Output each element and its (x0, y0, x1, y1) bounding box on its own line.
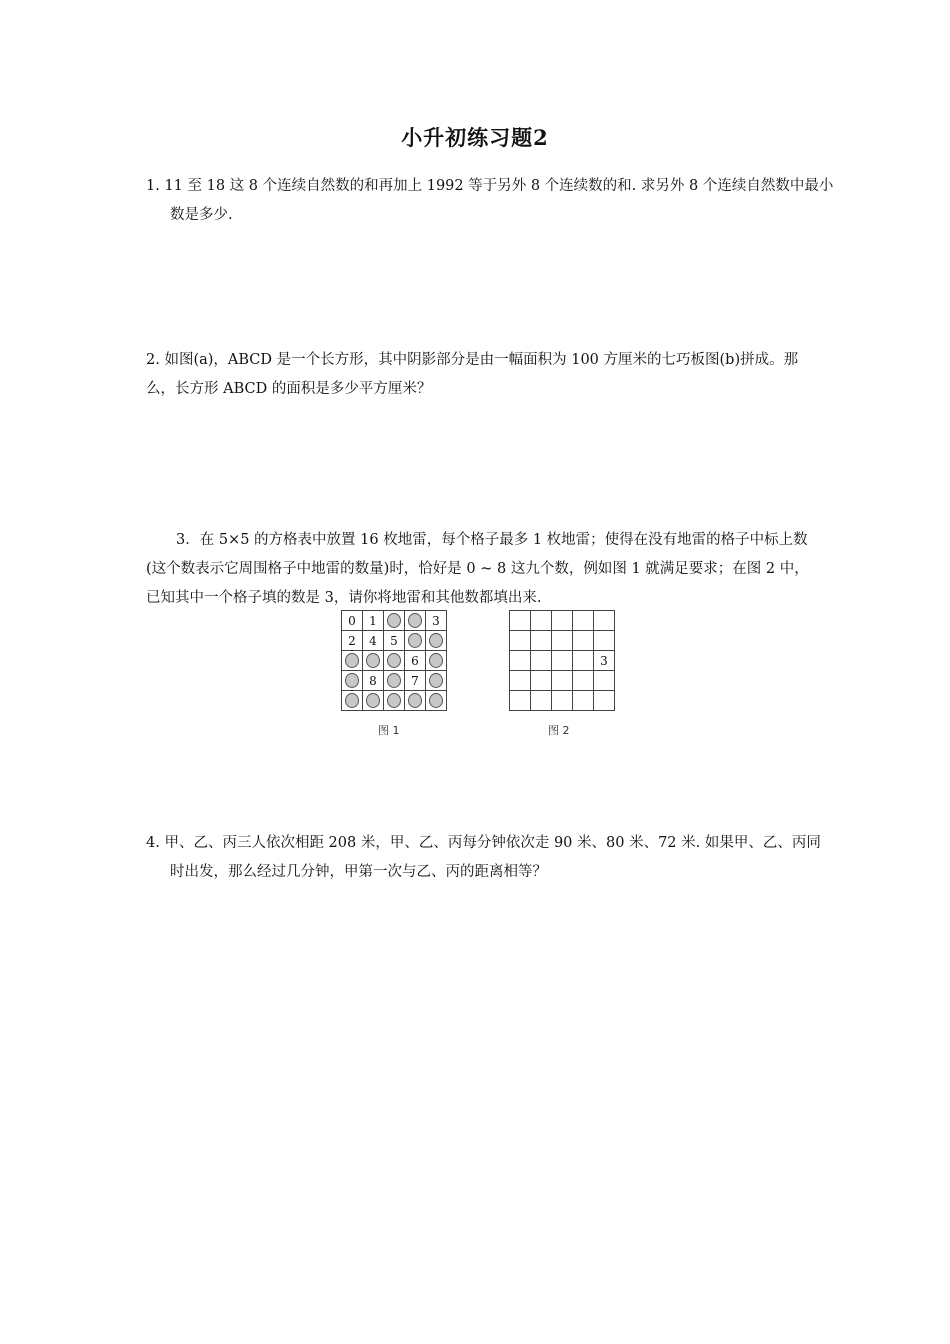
figure-2-cell (531, 691, 552, 711)
figure-2-cell (573, 631, 594, 651)
figure-2-cell (531, 631, 552, 651)
figure-2-cell (594, 691, 615, 711)
figure-1-cell: 7 (405, 671, 426, 691)
mine-icon (429, 673, 443, 688)
figure-1-mine-cell (342, 671, 363, 691)
figure-2-cell (552, 611, 573, 631)
figure-2-cell (594, 671, 615, 691)
figure-2-grid (509, 610, 615, 711)
figure-2-row (510, 671, 615, 691)
figure-1-mine-cell (426, 691, 447, 711)
figure-2-cell (510, 671, 531, 691)
figure-2-cell (552, 671, 573, 691)
figure-2-row (510, 651, 615, 671)
figure-2-cell (573, 671, 594, 691)
mine-icon (387, 673, 401, 688)
figure-2-cell (594, 611, 615, 631)
figure-1-grid (341, 610, 447, 711)
figure-1-row (342, 611, 447, 631)
figure-1-mine-cell (342, 691, 363, 711)
figure-1-mine-cell (426, 631, 447, 651)
figure-1-mine-cell (363, 691, 384, 711)
figure-1-cell: 1 (363, 611, 384, 631)
mine-icon (366, 693, 380, 708)
figure-2-cell (552, 691, 573, 711)
figure-1-cell: 8 (363, 671, 384, 691)
figure-1-row (342, 631, 447, 651)
figure-1-mine-cell (384, 671, 405, 691)
figure-1-row (342, 671, 447, 691)
figure-2-caption: 图 2 (548, 724, 570, 737)
mine-icon (345, 673, 359, 688)
figure-1-cell: 0 (342, 611, 363, 631)
figure-2-cell (573, 651, 594, 671)
figure-2-row (510, 631, 615, 651)
figure-2-cell (510, 651, 531, 671)
question-3: 3．在 5×5 的方格表中放置 16 枚地雷，每个格子最多 1 枚地雷；使得在没有地雷的格子中标上数(这个数表示它周围格子中地雷的数量)时，恰好是 0 ~ 8 这九个数，例如图 1 就满足要求；在图 2 中，已知其中一个格子填的数是 3，请你将地雷和其他数都填出来. (146, 532, 809, 606)
figure-2-cell (573, 611, 594, 631)
figure-2-cell (594, 631, 615, 651)
figure-2-cell (531, 611, 552, 631)
mine-icon (387, 653, 401, 668)
figure-1-mine-cell (363, 651, 384, 671)
question-1: 1. 11 至 18 这 8 个连续自然数的和再加上 1992 等于另外 8 个连续数的和. 求另外 8 个连续自然数中最小数是多少. (146, 178, 834, 223)
mine-icon (408, 613, 422, 628)
figure-2-cell (510, 691, 531, 711)
question-2: 2. 如图(a)，ABCD 是一个长方形，其中阴影部分是由一幅面积为 100 方厘米的七巧板图(b)拼成。那么，长方形 ABCD 的面积是多少平方厘米？ (146, 352, 799, 397)
figure-1-mine-cell (405, 611, 426, 631)
figure-2-cell (552, 631, 573, 651)
figure-1-mine-cell (426, 651, 447, 671)
figure-1-mine-cell (426, 671, 447, 691)
mine-icon (408, 633, 422, 648)
figure-1-caption: 图 1 (378, 724, 400, 737)
figure-1-mine-cell (405, 691, 426, 711)
figure-2-cell (510, 631, 531, 651)
figure-1-cell: 3 (426, 611, 447, 631)
mine-icon (429, 653, 443, 668)
mine-icon (429, 633, 443, 648)
page-title: 小升初练习题2 (401, 125, 549, 150)
figure-2-cell (531, 651, 552, 671)
figure-1-cell: 4 (363, 631, 384, 651)
mine-icon (387, 613, 401, 628)
figure-1-mine-cell (342, 651, 363, 671)
figure-1-mine-cell (384, 651, 405, 671)
figure-1-cell: 6 (405, 651, 426, 671)
mine-icon (387, 693, 401, 708)
figure-2-cell (510, 611, 531, 631)
question-4: 4. 甲、乙、丙三人依次相距 208 米，甲、乙、丙每分钟依次走 90 米、80 米、72 米. 如果甲、乙、丙同时出发，那么经过几分钟，甲第一次与乙、丙的距离相等？ (146, 835, 821, 880)
figure-2-cell (531, 671, 552, 691)
figure-2-cell (552, 651, 573, 671)
figure-2-cell (573, 691, 594, 711)
figure-1-row (342, 691, 447, 711)
figure-1-mine-cell (384, 611, 405, 631)
mine-icon (408, 693, 422, 708)
figure-1-mine-cell (405, 631, 426, 651)
mine-icon (345, 693, 359, 708)
figure-1-cell: 2 (342, 631, 363, 651)
figure-1-mine-cell (384, 691, 405, 711)
figure-2-cell: 3 (594, 651, 615, 671)
figure-2-row (510, 691, 615, 711)
mine-icon (429, 693, 443, 708)
figure-1-row (342, 651, 447, 671)
figure-2-row (510, 611, 615, 631)
figure-1-cell: 5 (384, 631, 405, 651)
mine-icon (345, 653, 359, 668)
mine-icon (366, 653, 380, 668)
